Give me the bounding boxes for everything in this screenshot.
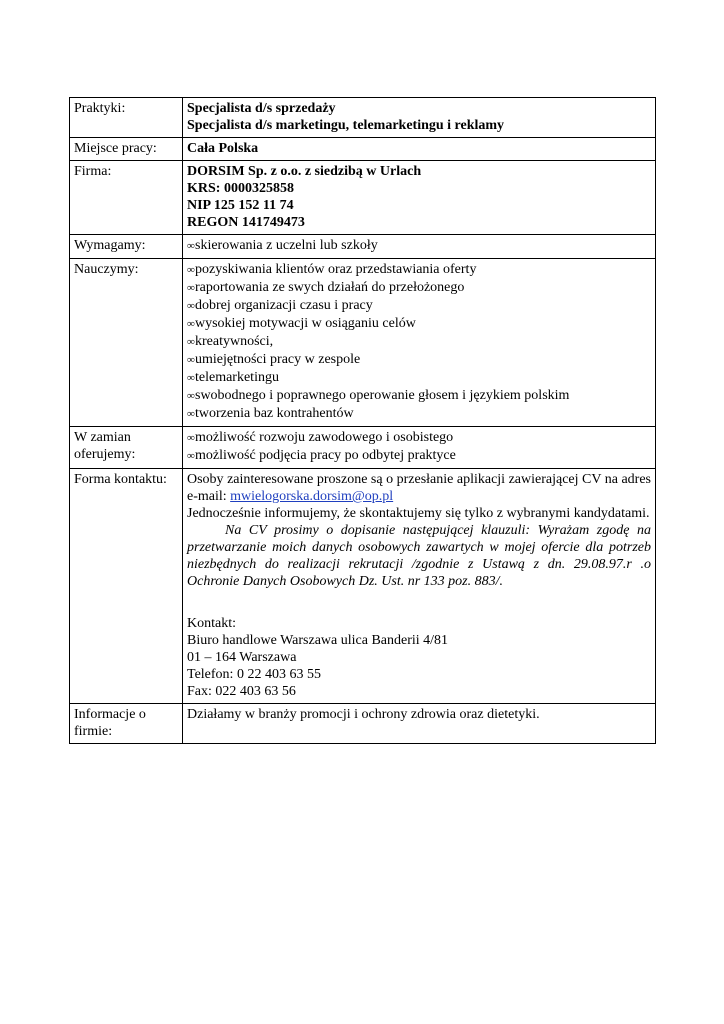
gdpr-clause: Na CV prosimy o dopisanie następującej klauzuli: Wyrażam zgodę na przetwarzanie moich danych osobowych zawartych w mojej ofercie dla potrzeb niezbędnych do realizacji rekrutacji /zgodnie z Ustawą z dn. 29.08.97.r .o Ochronie Danych Osobowych Dz. Ust. nr 133 poz. 883/. [187,523,651,589]
company-line: DORSIM Sp. z o.o. z siedzibą w Urlach [187,164,422,179]
list-item: ∞możliwość rozwoju zawodowego i osobistego [187,430,454,445]
row-firma [70,161,656,235]
row-oferujemy [70,427,656,469]
bullet-icon: ∞ [187,372,195,384]
address-line: Biuro handlowe Warszawa ulica Banderii 4/81 [187,633,449,648]
list-item: ∞swobodnego i poprawnego operowanie głosem i językiem polskim [187,388,570,403]
value-firma [183,161,656,235]
row-kontakt [70,469,656,704]
row-miejsce [70,138,656,161]
phone-line: Telefon: 0 22 403 63 55 [187,667,321,682]
bullet-icon: ∞ [187,336,195,348]
company-line: KRS: 0000325858 [187,181,294,196]
label-firma: Firma: [70,161,183,235]
list-item: ∞pozyskiwania klientów oraz przedstawiania oferty [187,262,477,277]
value-kontakt [183,469,656,704]
label-wymagamy: Wymagamy: [70,235,183,259]
list-item: ∞telemarketingu [187,370,279,385]
value-informacje: Działamy w branży promocji i ochrony zdrowia oraz dietetyki. [183,704,656,744]
label-kontakt: Forma kontaktu: [70,469,183,704]
row-informacje [70,704,656,744]
value-nauczymy [183,259,656,427]
value-praktyki [183,98,656,138]
list-item: ∞skierowania z uczelni lub szkoły [187,238,378,253]
value-miejsce: Cała Polska [183,138,656,161]
label-praktyki: Praktyki: [70,98,183,138]
row-nauczymy [70,259,656,427]
fax-line: Fax: 022 403 63 56 [187,684,296,699]
address-line: 01 – 164 Warszawa [187,650,297,665]
bullet-icon: ∞ [187,390,195,402]
company-line: NIP 125 152 11 74 [187,198,294,213]
job-offer-table [69,97,656,744]
list-item: ∞wysokiej motywacji w osiąganiu celów [187,316,416,331]
label-informacje: Informacje o firmie: [70,704,183,744]
contact-intro: Osoby zainteresowane proszone są o przesłanie aplikacji zawierającej CV na adres e-mail: mwielogorska.dorsim@op.pl [187,472,651,504]
value-wymagamy [183,235,656,259]
bullet-icon: ∞ [187,282,195,294]
bullet-icon: ∞ [187,264,195,276]
bullet-icon: ∞ [187,240,195,252]
contact-heading: Kontakt: [187,616,236,631]
email-link[interactable]: mwielogorska.dorsim@op.pl [230,489,394,504]
label-miejsce: Miejsce pracy: [70,138,183,161]
bullet-icon: ∞ [187,318,195,330]
bullet-icon: ∞ [187,450,195,462]
position-line: Specjalista d/s marketingu, telemarketingu i reklamy [187,118,505,133]
list-item: ∞możliwość podjęcia pracy po odbytej praktyce [187,448,456,463]
bullet-icon: ∞ [187,432,195,444]
label-nauczymy: Nauczymy: [70,259,183,427]
list-item: ∞kreatywności, [187,334,274,349]
list-item: ∞raportowania ze swych działań do przełożonego [187,280,465,295]
label-oferujemy: W zamian oferujemy: [70,427,183,469]
bullet-icon: ∞ [187,300,195,312]
spacer [187,590,651,615]
position-line: Specjalista d/s sprzedaży [187,101,336,116]
bullet-icon: ∞ [187,408,195,420]
row-wymagamy [70,235,656,259]
bullet-icon: ∞ [187,354,195,366]
value-oferujemy [183,427,656,469]
list-item: ∞tworzenia baz kontrahentów [187,406,354,421]
company-line: REGON 141749473 [187,215,305,230]
list-item: ∞umiejętności pracy w zespole [187,352,361,367]
row-praktyki [70,98,656,138]
contact-notice: Jednocześnie informujemy, że skontaktujemy się tylko z wybranymi kandydatami. [187,506,650,521]
list-item: ∞dobrej organizacji czasu i pracy [187,298,373,313]
